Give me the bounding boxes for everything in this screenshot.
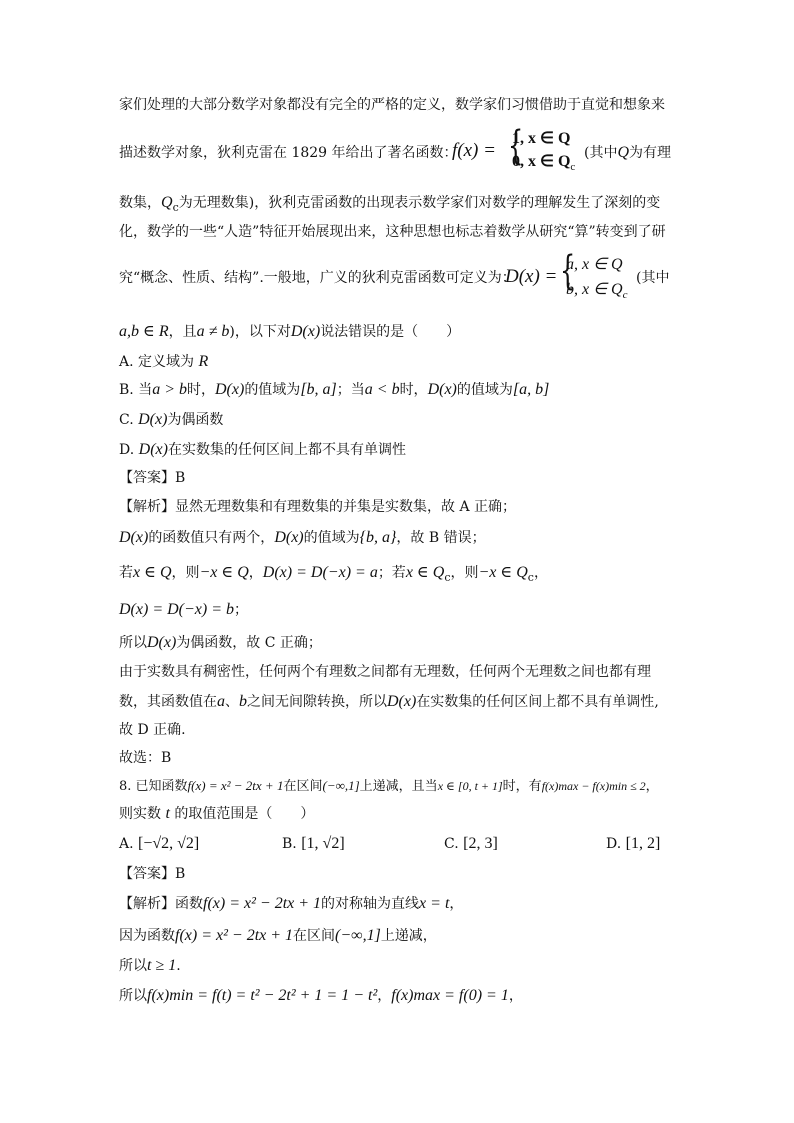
para1-line5-tail: (其中 (636, 270, 670, 286)
f-definition-brace: { (508, 123, 524, 169)
q8-option-b: B. [1, √2] (282, 835, 345, 852)
q8-option-a: A. [−√2, √2] (119, 835, 200, 852)
q7-option-b: B. 当a > b时，D(x)的值域为[b, a]；当a < b时，D(x)的值域为[a, b] (119, 381, 550, 398)
q8-explanation-4: 所以f(x)min = f(t) = t² − 2t² + 1 = 1 − t²，f(x)max = f(0) = 1， (119, 987, 523, 1004)
q8-answer: 【答案】B (119, 866, 186, 882)
q8-option-c: C. [2, 3] (444, 835, 498, 852)
para1-line2 (119, 143, 458, 163)
d-case-rational: a, x ∈ Q (566, 256, 623, 273)
para1-line6: a,b ∈ R，且a ≠ b)，以下对D(x)说法错误的是（ ） (119, 323, 461, 340)
q8-explanation-1: 【解析】函数f(x) = x² − 2tx + 1的对称轴为直线x = t， (119, 895, 464, 912)
f-definition-lhs: f(x) = (452, 140, 496, 161)
f-case-irrational: 0, x ∈ $Q_c$ (512, 153, 576, 173)
q7-explanation-5: 所以D(x)为偶函数，故 C 正确； (119, 634, 322, 651)
q7-explanation-7: 数，其函数值在a、b之间无间隙转换，所以D(x)在实数集的任何区间上都不具有单调性, (119, 693, 659, 710)
para1-line1: 家们处理的大部分数学对象都没有完全的严格的定义，数学家们习惯借助于直觉和想象来 (119, 97, 665, 113)
para1-line2-tail: (其中Q为有理 (584, 144, 672, 161)
q7-option-a: A. 定义域为 R (119, 353, 209, 370)
d-definition-brace: { (560, 248, 576, 294)
q8-stem-line2: 则实数 t 的取值范围是（ ） (119, 805, 315, 822)
para1-line3: 数集，$Q_c$为无理数集)，狄利克雷函数的出现表示数学家们对数学的理解发生了深刻的变 (119, 194, 661, 214)
q8-option-d: D. [1, 2] (606, 835, 661, 852)
q7-option-d: D. D(x)在实数集的任何区间上都不具有单调性 (119, 441, 406, 458)
q7-choice: 故选：B (119, 750, 172, 766)
q8-explanation-3: 所以t ≥ 1. (119, 957, 181, 974)
q7-explanation-4: D(x) = D(−x) = b； (119, 601, 249, 618)
q8-explanation-2: 因为函数f(x) = x² − 2tx + 1在区间(−∞,1]上递减， (119, 927, 437, 944)
para1-line4: 化，数学的一些“人造”特征开始展现出来，这种思想也标志着数学从研究“算”转变到了研 (119, 224, 666, 240)
d-definition-lhs: D(x) = (505, 266, 558, 287)
q7-explanation-8: 故 D 正确. (119, 722, 186, 738)
para1-line5: 究“概念、性质、结构”.一般地，广义的狄利克雷函数可定义为： (119, 270, 516, 286)
q7-explanation-3: 若x ∈ Q，则−x ∈ Q，D(x) = D(−x) = a；若x ∈ $Q_c$，则−x ∈ $Q_c$， (119, 564, 548, 584)
d-case-irrational: b, x ∈ $Q_c$ (566, 281, 628, 301)
q7-explanation-2: D(x)的函数值只有两个，D(x)的值域为{b, a}，故 B 错误； (119, 529, 486, 546)
q7-explanation-1: 【解析】显然无理数集和有理数集的并集是实数集，故 A 正确； (119, 499, 517, 515)
f-case-rational: 1, x ∈ Q (512, 130, 571, 147)
q7-explanation-6: 由于实数具有稠密性，任何两个有理数之间都有无理数，任何两个无理数之间也都有理 (119, 664, 651, 680)
q7-answer: 【答案】B (119, 470, 186, 486)
q8-stem-line1: 8. 已知函数f(x) = x² − 2tx + 1在区间(−∞,1]上递减，且当x ∈ [0, t + 1]时，有f(x)max − f(x)min ≤ 2， (119, 778, 659, 794)
para1-line2-text: 描述数学对象，狄利克雷在 1829 年给出了著名函数： (119, 145, 458, 161)
q7-option-c: C. D(x)为偶函数 (119, 411, 224, 428)
